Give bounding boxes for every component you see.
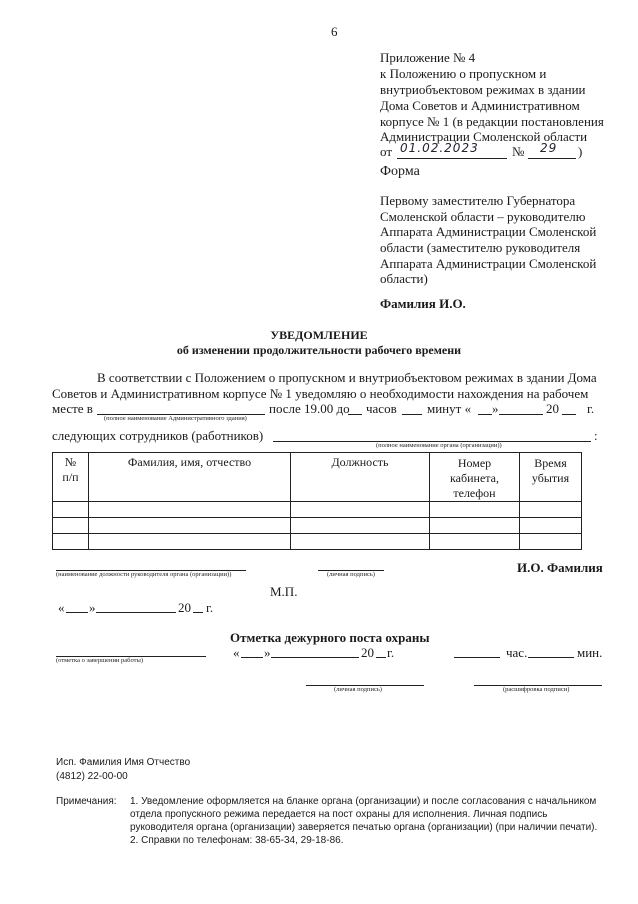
appendix-line: Дома Советов и Административном — [380, 98, 580, 113]
appendix-number-value: 29 — [540, 141, 558, 155]
table-row[interactable] — [53, 502, 582, 518]
sign-date-g: г. — [206, 600, 214, 615]
notes-item1-line1: 1. Уведомление оформляется на бланке органа (организации) и после согласования с начальником — [130, 796, 597, 807]
body-line-3f: 20 — [546, 401, 559, 416]
addressee-line: области (заместителю руководителя — [380, 240, 581, 255]
page-number: 6 — [331, 24, 338, 39]
notes-item1-line2: отдела пропускного режима передается на пост охраны для исполнения. Личная подпись — [130, 809, 548, 820]
form-label: Форма — [380, 164, 420, 179]
guard-date-year: 20 — [361, 645, 374, 660]
appendix-line: к Положению о пропускном и — [380, 66, 547, 81]
signer-name: И.О. Фамилия — [517, 560, 603, 575]
guard-title: Отметка дежурного поста охраны — [230, 630, 430, 645]
caption-position: (наименование должности руководителя органа (организации)) — [56, 571, 232, 578]
document-subtitle: об изменении продолжительности рабочего времени — [176, 343, 462, 357]
body-line-1: В соответствии с Положением о пропускном и внутриобъектовом режимах в здании Дома — [97, 370, 597, 385]
header-departure-time: Время убытия — [520, 453, 582, 502]
guard-hours-label: час. — [506, 645, 528, 660]
caption-organ: (полное наименование органа (организации)) — [376, 442, 502, 449]
notes-item2: 2. Справки по телефонам: 38-65-34, 29-18-86. — [130, 835, 344, 846]
appendix-date-value: 01.02.2023 — [400, 141, 479, 155]
addressee-line: Первому заместителю Губернатора — [380, 193, 576, 208]
sign-date-open: « — [58, 600, 65, 615]
addressee-line: Аппарата Администрации Смоленской — [380, 256, 597, 271]
header-position: Должность — [291, 453, 430, 502]
guard-caption-personal: (личная подпись) — [334, 686, 382, 693]
guard-date-open: « — [233, 645, 240, 660]
table-row[interactable] — [53, 534, 582, 550]
appendix-close-paren: ) — [578, 144, 583, 159]
executor-name: Исп. Фамилия Имя Отчество — [56, 757, 191, 768]
guard-minutes-label: мин. — [577, 645, 603, 660]
header-number: № п/п — [53, 453, 89, 502]
body-line-3c: часов — [366, 401, 397, 416]
table-header-row — [53, 453, 582, 502]
body-line-3e: » — [492, 401, 499, 416]
sign-date-year: 20 — [178, 600, 191, 615]
body-line-3g: г. — [587, 401, 595, 416]
body-line-3d: минут « — [427, 401, 472, 416]
caption-personal-signature: (личная подпись) — [327, 571, 375, 578]
guard-date-close: » — [264, 645, 271, 660]
body-line-4-end: : — [594, 428, 598, 443]
appendix-line: внутриобъектовом режимах в здании — [380, 82, 586, 97]
body-line-2: Советов и Административном корпусе № 1 уведомляю о необходимости нахождения на рабочем — [52, 386, 589, 401]
guard-caption-decoding: (расшифровка подписи) — [503, 686, 570, 693]
guard-date-g: г. — [387, 645, 395, 660]
addressee-name: Фамилия И.О. — [380, 296, 466, 311]
appendix-date-prefix: от — [380, 144, 393, 159]
table-row[interactable] — [53, 518, 582, 534]
caption-building: (полное наименование Административного здания) — [104, 415, 247, 422]
addressee-line: Аппарата Администрации Смоленской — [380, 224, 597, 239]
notes-label: Примечания: — [56, 796, 117, 807]
appendix-line: Приложение № 4 — [380, 50, 476, 65]
appendix-line: Администрации Смоленской области — [380, 129, 588, 144]
sign-date-close: » — [89, 600, 96, 615]
header-office-phone: Номер кабинета, телефон — [430, 453, 520, 502]
seal-mark: М.П. — [270, 584, 298, 599]
notes-item1-line3: руководителя органа (организации) заверяется печатью органа (организации) (при наличии печати). — [130, 822, 598, 833]
executor-phone: (4812) 22-00-00 — [56, 771, 128, 782]
addressee-line: области) — [380, 271, 428, 286]
appendix-line: корпусе № 1 (в редакции постановления — [380, 114, 604, 129]
body-line-3a: месте в — [52, 401, 93, 416]
body-line-3b: после 19.00 до — [269, 401, 350, 416]
header-full-name: Фамилия, имя, отчество — [89, 453, 291, 502]
appendix-number-prefix: № — [512, 144, 525, 159]
addressee-line: Смоленской области – руководителю — [380, 209, 586, 224]
body-line-4: следующих сотрудников (работников) — [52, 428, 264, 443]
document-title: УВЕДОМЛЕНИЕ — [270, 328, 368, 342]
employees-table — [52, 452, 582, 550]
caption-work-completion: (отметка о завершении работы) — [56, 657, 144, 664]
